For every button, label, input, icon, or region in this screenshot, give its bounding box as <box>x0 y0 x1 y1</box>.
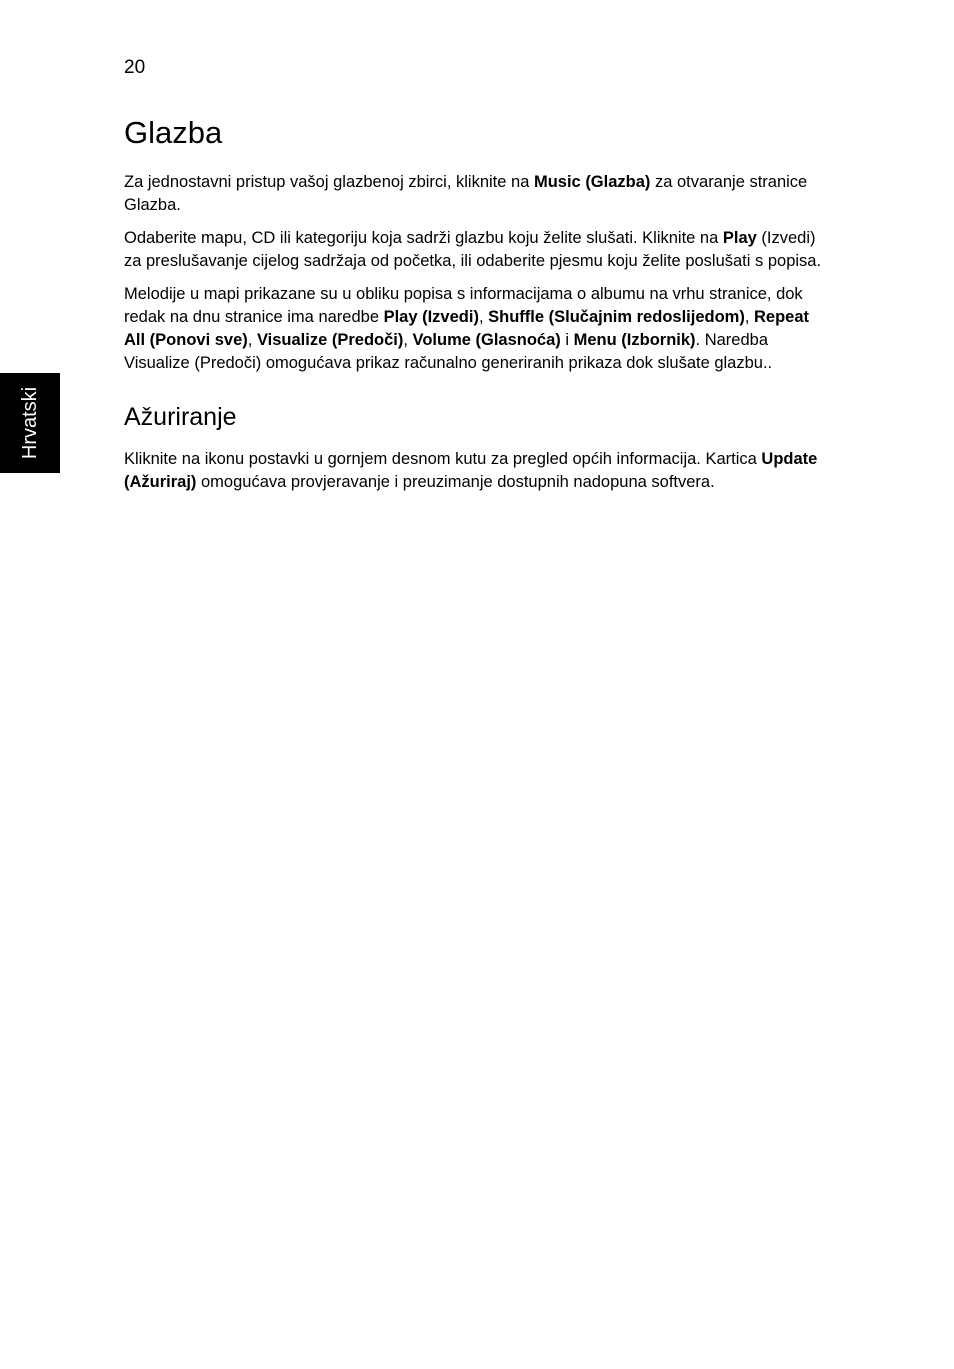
separator: , <box>478 308 489 326</box>
text-run: Odaberite mapu, CD ili kategoriju koja sadrži glazbu koju želite slušati. Kliknite na <box>124 229 723 247</box>
text-run: Melodije u mapi prikazane su u obliku popisa s informacijama o albumu na vrhu stranice, dok redak na dnu stranice ima naredbe <box>124 285 803 326</box>
volume-command: Volume (Glasnoća) <box>412 331 561 349</box>
section-title-music: Glazba <box>124 115 223 150</box>
play-command: Play (Izvedi) <box>383 308 479 326</box>
separator: , <box>247 331 257 349</box>
visualize-command: Visualize (Predoči) <box>256 331 404 349</box>
music-command: Music (Glazba) <box>533 173 651 191</box>
update-command: Update (Ažuriraj) <box>124 450 818 491</box>
document-body <box>124 114 824 504</box>
shuffle-command: Shuffle (Slučajnim redoslijedom) <box>488 308 745 326</box>
text-run: za otvaranje stranice Glazba. <box>124 173 808 214</box>
text-run: Za jednostavni pristup vašoj glazbenoj zbirci, kliknite na <box>124 173 534 191</box>
section-title-update: Ažuriranje <box>124 403 237 431</box>
text-run: (Izvedi) za preslušavanje cijelog sadržaja od početka, ili odaberite pjesmu koju želite poslušati s popisa. <box>124 229 822 270</box>
separator: , <box>744 308 754 326</box>
text-run: omogućava provjeravanje i preuzimanje dostupnih nadopuna softvera. <box>196 473 715 491</box>
menu-command: Menu (Izbornik) <box>573 331 696 349</box>
text-run: . Naredba Visualize (Predoči) omogućava prikaz računalno generiranih prikaza dok slušate glazbu.. <box>124 331 773 372</box>
play-command: Play <box>722 229 757 247</box>
language-tab-label: Hrvatski <box>19 386 41 460</box>
separator: i <box>560 331 574 349</box>
music-commands-paragraph <box>124 283 824 375</box>
language-side-tab <box>0 373 60 473</box>
separator: , <box>403 331 413 349</box>
page-number: 20 <box>124 57 146 78</box>
text-run: Kliknite na ikonu postavki u gornjem desnom kutu za pregled općih informacija. Kartica <box>124 450 762 468</box>
music-play-paragraph <box>124 227 824 273</box>
update-paragraph <box>124 448 824 494</box>
music-intro-paragraph <box>124 171 824 217</box>
repeat-all-command: Repeat All (Ponovi sve) <box>124 308 810 349</box>
